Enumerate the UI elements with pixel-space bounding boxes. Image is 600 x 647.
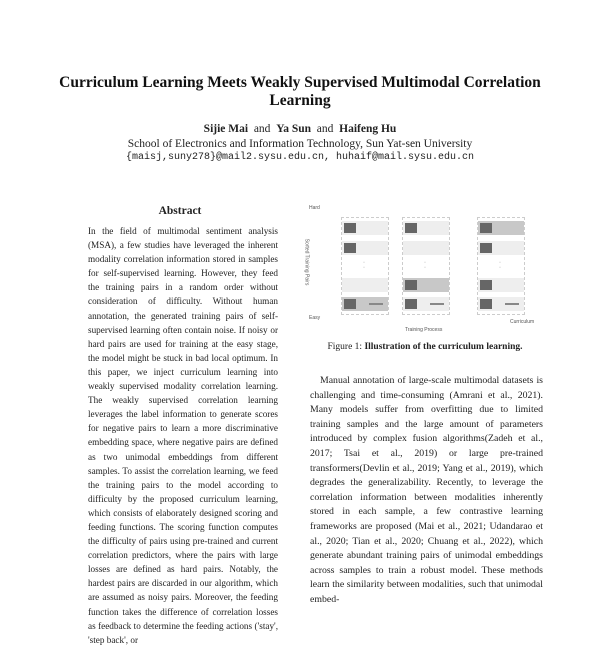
figure-pair-row <box>342 221 388 235</box>
image-thumbnail <box>480 280 492 290</box>
caption-text: Illustration of the curriculum learning. <box>364 342 523 352</box>
arrow-icon <box>430 303 444 305</box>
figure-ellipsis: · · <box>424 260 426 271</box>
arrow-icon <box>505 303 519 305</box>
figure-pair-row <box>478 297 524 311</box>
image-thumbnail <box>405 223 417 233</box>
author-name: Sijie Mai <box>203 123 249 135</box>
figure-pair-row <box>478 241 524 255</box>
figure-x-axis-label: Training Process <box>405 327 443 333</box>
image-thumbnail <box>405 299 417 309</box>
figure-top-label: Hard <box>309 205 320 211</box>
figure-pair-row <box>403 221 449 235</box>
image-thumbnail <box>344 299 356 309</box>
figure-ellipsis: · · <box>499 260 501 271</box>
figure-pair-row <box>478 221 524 235</box>
author-separator: and <box>253 123 271 135</box>
image-thumbnail <box>344 243 356 253</box>
paper-title: Curriculum Learning Meets Weakly Supervised Multimodal Correlation Learning <box>59 74 541 109</box>
figure-pair-row <box>478 278 524 292</box>
image-thumbnail <box>405 280 417 290</box>
figure-pair-row <box>403 297 449 311</box>
image-thumbnail <box>480 243 492 253</box>
caption-prefix: Figure 1: <box>327 342 363 352</box>
author-name: Ya Sun <box>276 123 312 135</box>
image-thumbnail <box>480 223 492 233</box>
image-thumbnail <box>480 299 492 309</box>
abstract-text: In the field of multimodal sentiment analysis (MSA), a few studies have leveraged the inherent modality correlation information stored in samples for self-supervised learning. However, they feed the training pairs in a random order without consideration of difficulty. Without human annotation, the generated training pairs of self-supervised learning often contain noise. If noisy or hard pairs are used for training at the easy stage, the model might be stuck in bad local optimum. In this paper, we inject curriculum learning into weakly supervised modality correlation learning. The weakly supervised correlation learning leverages the label information to generate scores for negative pairs to learn a more discriminative embedding space, where negative pairs are defined as two unimodal embeddings from different samples. To assist the correlation learning, we feed the training pairs to the model according to difficulty by the proposed curriculum learning, which consists of elaborately designed scoring and feeding functions. The scoring function computes the difficulty of pairs using pre-trained and current correlation predictors, where the pairs with large losses are defined as hard pairs. Notably, the hardest pairs are discarded in our algorithm, which are assumed as noisy pairs. Moreover, the feeding function takes the difference of correlation losses as feedback to determine the feeding actions ('stay', 'step back', or <box>88 226 278 645</box>
figure-ellipsis: · · <box>363 260 365 271</box>
author-emails: {maisj,suny278}@mail2.sysu.edu.cn, huhaif@mail.sysu.edu.cn <box>125 152 475 163</box>
figure-pair-row <box>403 278 449 292</box>
abstract-heading: Abstract <box>158 205 202 217</box>
figure-curriculum <box>305 203 545 333</box>
figure-pair-row <box>342 278 388 292</box>
author-separator: and <box>316 123 334 135</box>
figure-pair-row <box>342 297 388 311</box>
figure-bottom-label: Easy <box>309 315 321 321</box>
affiliation: School of Electronics and Information Technology, Sun Yat-sen University <box>127 138 473 150</box>
arrow-icon <box>369 303 383 305</box>
figure-caption <box>305 342 545 352</box>
author-name: Haifeng Hu <box>339 123 397 135</box>
introduction-paragraph: Manual annotation of large-scale multimodal datasets is challenging and time-consuming (Amrani et al., 2021). Many models suffer from overfitting due to limited training samples and the large amount of parameters introduced by complex fusion algorithms(Zadeh et al., 2017; Tsai et al., 2019) or large pre-trained transformers(Devlin et al., 2019; Yang et al., 2019), which degrades the generalizability. Recently, to leverage the correlation information between modalities inherently stored in each sample, a few contrastive learning frameworks are proposed (Mai et al., 2021; Udandarao et al., 2020; Tian et al., 2020; Chuang et al., 2022), which generate abundant training pairs of unimodal embeddings across samples to train a robust model. These methods learn the similarity between modalities, such that unimodal embed- <box>310 375 543 605</box>
figure-pair-row <box>403 241 449 255</box>
figure-y-axis-label: Sorted Training Pairs <box>303 238 310 286</box>
author-list <box>40 122 560 136</box>
figure-pair-row <box>342 241 388 255</box>
figure-right-label: Curriculum <box>510 319 535 325</box>
image-thumbnail <box>344 223 356 233</box>
